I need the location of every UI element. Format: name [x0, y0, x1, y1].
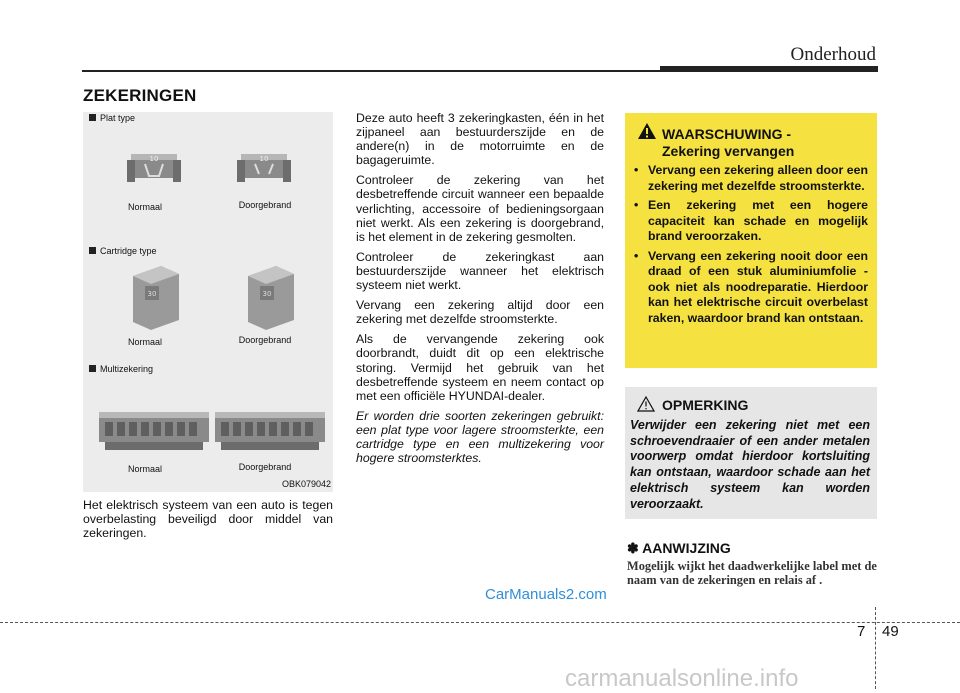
- body-paragraph: Als de vervangende zekering ook doorbrandt, duidt dit op een elektrische storing. Vermijd het gebruik van het desbetreffende systeem en neem contact op met een officiële HYUNDAI-dealer.: [356, 332, 604, 403]
- header-rule-thick: [660, 66, 878, 72]
- label-normal: Normaal: [127, 202, 162, 212]
- fuse-type-caption: Cartridge type: [89, 246, 157, 256]
- fuse-type-caption: Plat type: [89, 113, 135, 123]
- bullet-icon: •: [634, 198, 639, 212]
- chapter-number: 7: [857, 623, 866, 640]
- body-paragraph: Controleer de zekering van het desbetreffende circuit wanneer een bepaalde verlichting, accessoire of bedieningsorgaan niet werkt. Als een zekering is doorgebrand, is het element in de zekering gesmolten.: [356, 173, 604, 244]
- header-rule: [82, 70, 660, 72]
- label-blown: Doorgebrand: [238, 200, 292, 210]
- cartridge-fuse-blown-image: [238, 262, 300, 334]
- page-number: 49: [882, 623, 899, 640]
- flat-fuse-blown-image: [233, 150, 295, 190]
- hint-text: Mogelijk wijkt het daadwerkelijke label met de naam van de zekeringen en relais af .: [627, 559, 877, 587]
- header-section-title: Onderhoud: [790, 44, 876, 65]
- multi-fuse-normal-image: [97, 406, 211, 456]
- figure-code: OBK079042: [281, 479, 331, 489]
- warning-item: • Vervang een zekering alleen door een zekering met dezelfde stroomsterkte.: [634, 163, 868, 193]
- bullet-icon: •: [634, 163, 639, 177]
- label-blown: Doorgebrand: [238, 335, 292, 345]
- svg-text:10: 10: [259, 155, 269, 163]
- page-number-separator: [875, 607, 877, 689]
- footer-dashed-rule: [0, 622, 960, 623]
- label-blown: Doorgebrand: [238, 462, 292, 472]
- body-paragraph: Controleer de zekeringkast aan bestuurderszijde wanneer het elektrisch systeem niet werkt.: [356, 249, 604, 293]
- label-normal: Normaal: [127, 337, 162, 347]
- hint-title: ✽ AANWIJZING: [627, 540, 731, 556]
- warning-subtitle: Zekering vervangen: [662, 143, 795, 159]
- note-title: OPMERKING: [662, 397, 749, 413]
- warning-triangle-icon: [637, 122, 657, 140]
- warning-item: • Vervang een zekering nooit door een draad of een stuk aluminiumfolie - ook niet als noodreparatie. Hierdoor kan het elektrische circuit overbelast raken, waardoor brand kan ontstaan.: [634, 248, 868, 325]
- svg-text:30: 30: [262, 290, 272, 298]
- watermark-carmanuals2[interactable]: CarManuals2.com: [485, 586, 607, 603]
- body-paragraph: Deze auto heeft 3 zekeringkasten, één in het zijpaneel aan bestuurderszijde en de andere(n) in de motorruimte en de bagageruimte.: [356, 111, 604, 168]
- svg-text:10: 10: [149, 155, 159, 163]
- warning-title: WAARSCHUWING -: [662, 126, 792, 142]
- warning-item: • Een zekering met een hogere capaciteit kan schade en mogelijk brand veroorzaken.: [634, 198, 868, 243]
- warning-list: [632, 163, 868, 330]
- label-normal: Normaal: [127, 464, 162, 474]
- square-bullet-icon: [89, 365, 96, 372]
- fuse-types-figure: [83, 112, 333, 492]
- fuse-type-caption: Multizekering: [89, 364, 153, 374]
- intro-paragraph: Het elektrisch systeem van een auto is tegen overbelasting beveiligd door middel van zekeringen.: [83, 498, 333, 541]
- bullet-icon: •: [634, 248, 639, 263]
- body-italic-paragraph: Er worden drie soorten zekeringen gebruikt: een plat type voor lagere stroomsterkte, een cartridge type en een multizekering voor hogere stroomsterktes.: [356, 408, 604, 466]
- note-text: Verwijder een zekering niet met een schroevendraaier of een ander metalen voorwerp omdat hierdoor kortsluiting kan ontstaan, waardoor schade aan het elektrisch systeem kan worden veroorzaakt.: [630, 418, 870, 511]
- cartridge-fuse-normal-image: [123, 262, 185, 334]
- multi-fuse-blown-image: [213, 406, 327, 456]
- section-title: ZEKERINGEN: [83, 86, 197, 105]
- flat-fuse-normal-image: [123, 150, 185, 190]
- square-bullet-icon: [89, 247, 96, 254]
- caution-triangle-icon: [637, 396, 655, 412]
- watermark-carmanualsonline[interactable]: carmanualsonline.info: [565, 665, 799, 692]
- svg-text:30: 30: [147, 290, 157, 298]
- body-text-column: [356, 111, 604, 471]
- square-bullet-icon: [89, 114, 96, 121]
- body-paragraph: Vervang een zekering altijd door een zekering met dezelfde stroomsterkte.: [356, 298, 604, 327]
